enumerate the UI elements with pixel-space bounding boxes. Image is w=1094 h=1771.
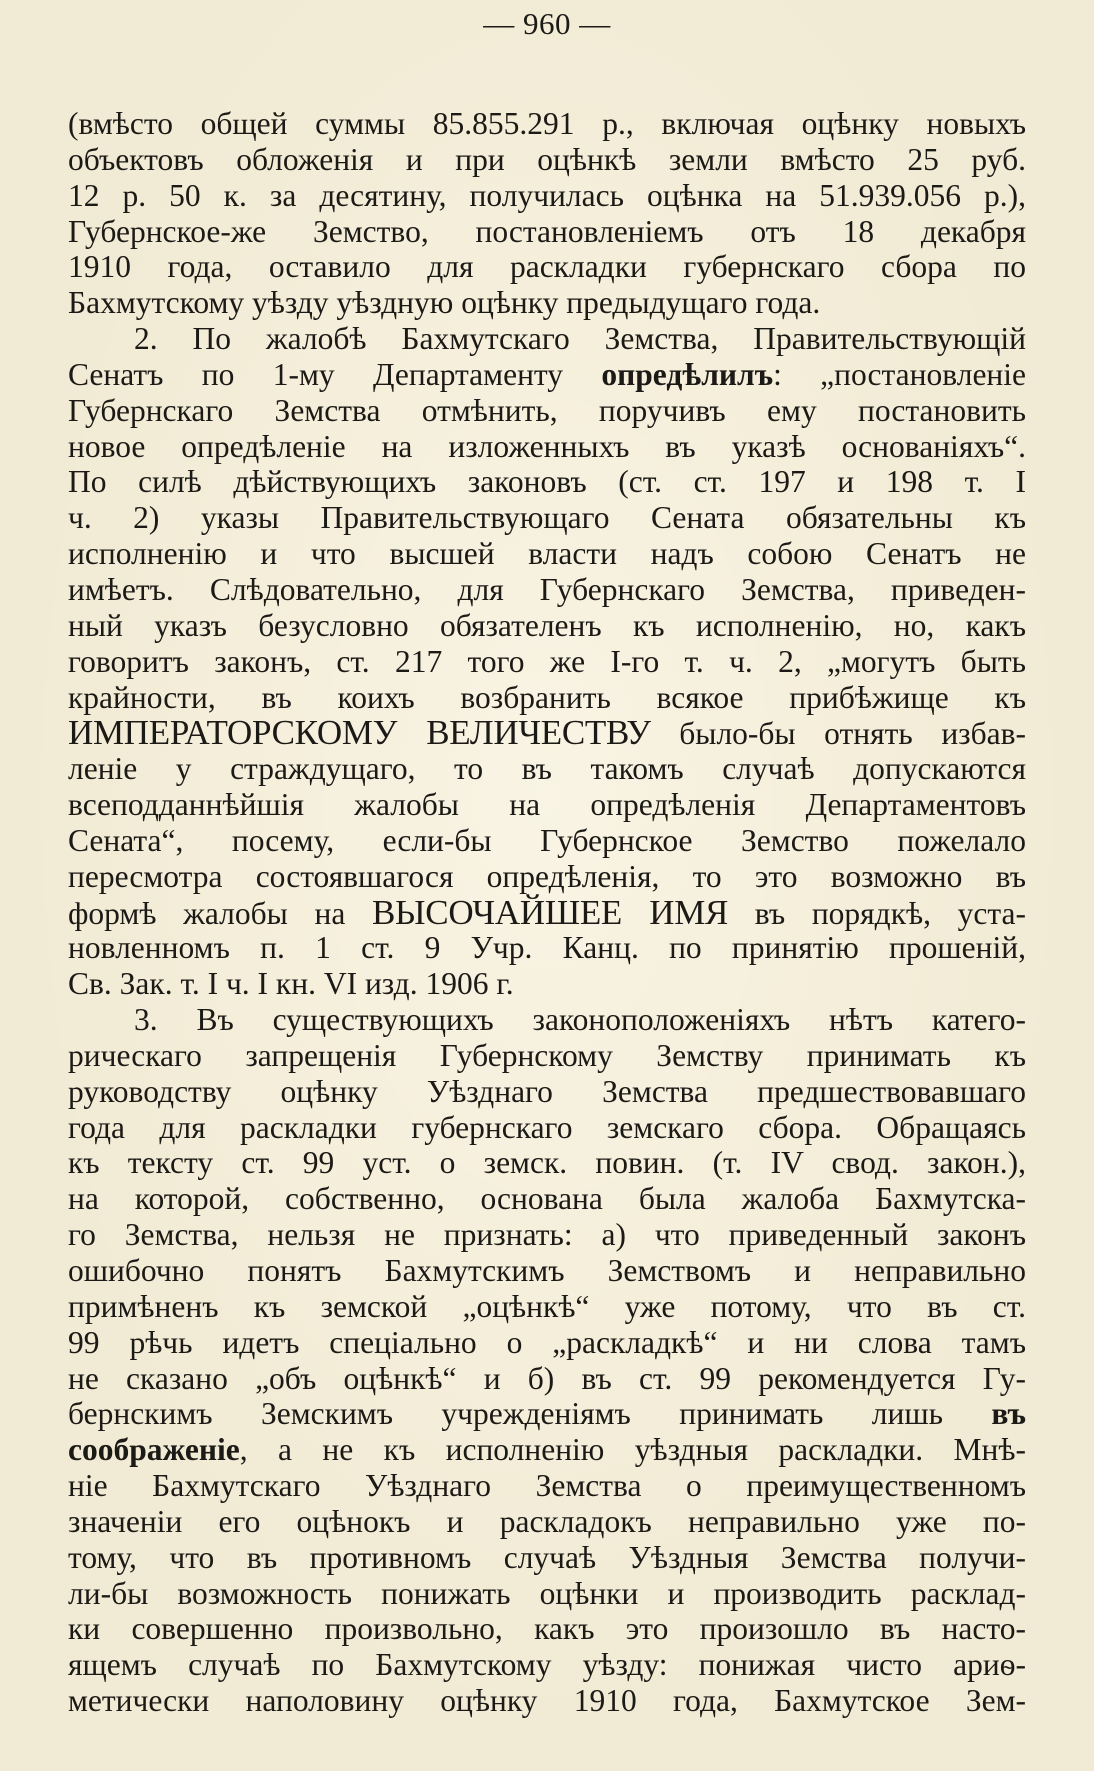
- bold-text: опредѣлилъ: [601, 356, 774, 392]
- text-line: Губернское-же Земство, постановленіемъ отъ 18 декабря: [68, 213, 1026, 249]
- page-number: — 960 —: [483, 6, 611, 41]
- text-line: исполненію и что высшей власти надъ собою Сенатъ не: [68, 536, 1026, 572]
- text-line: [68, 892, 1026, 932]
- body-text: [68, 106, 1026, 1719]
- text-segment: формѣ жалобы на: [68, 895, 373, 931]
- text-line: ный указъ безусловно обязателенъ къ исполненію, но, какъ: [68, 607, 1026, 643]
- text-line: По силѣ дѣйствующихъ законовъ (ст. ст. 197 и 198 т. I: [68, 464, 1026, 500]
- text-line: новленномъ п. 1 ст. 9 Учр. Канц. по принятію прошеній,: [68, 930, 1026, 966]
- text-line: [68, 715, 1026, 751]
- text-line: рическаго запрещенія Губернскому Земству принимать къ: [68, 1037, 1026, 1073]
- text-segment: въ порядкѣ, уста-: [728, 895, 1026, 931]
- text-line: [68, 357, 1026, 393]
- text-line: крайности, въ коихъ возбранить всякое прибѣжище къ: [68, 679, 1026, 715]
- text-line: ч. 2) указы Правительствующаго Сената обязательны къ: [68, 500, 1026, 536]
- text-line: руководству оцѣнку Уѣзднаго Земства предшествовавшаго: [68, 1073, 1026, 1109]
- text-line: [68, 1396, 1026, 1432]
- text-line: имѣетъ. Слѣдовательно, для Губернскаго Земства, приведен-: [68, 571, 1026, 607]
- text-line: значеніи его оцѣнокъ и раскладокъ неправильно уже по-: [68, 1503, 1026, 1539]
- text-line: ли-бы возможность понижать оцѣнки и производить расклад-: [68, 1575, 1026, 1611]
- text-line: Бахмутскому уѣзду уѣздную оцѣнку предыдущаго года.: [68, 285, 821, 321]
- text-line: говоритъ законъ, ст. 217 того же I-го т. ч. 2, „могутъ быть: [68, 643, 1026, 679]
- text-line: го Земства, нельзя не признать: а) что приведенный законъ: [68, 1217, 1026, 1253]
- bold-text: въ: [991, 1396, 1026, 1432]
- text-line: ошибочно понятъ Бахмутскимъ Земствомъ и неправильно: [68, 1253, 1026, 1288]
- text-line: не сказано „объ оцѣнкѣ“ и б) въ ст. 99 рекомендуется Гу-: [68, 1360, 1026, 1396]
- text-line: метически наполовину оцѣнку 1910 года, Бахмутское Зем-: [68, 1683, 1026, 1719]
- text-segment: , а не къ исполненію уѣздныя раскладки. Мнѣ-: [239, 1432, 1026, 1468]
- text-line: на которой, собственно, основана была жалоба Бахмутска-: [68, 1181, 1026, 1217]
- text-line: ящемъ случаѣ по Бахмутскому уѣзду: понижая чисто ариѳ-: [68, 1647, 1026, 1683]
- emphasized-title-text: ИМПЕРАТОРСКОМУ ВЕЛИЧЕСТВУ: [68, 713, 651, 753]
- text-line: Сената“, посему, если-бы Губернское Земство пожелало: [68, 822, 1026, 858]
- text-line: пересмотра состоявшагося опредѣленія, то это возможно въ: [68, 858, 1026, 894]
- emphasized-title-text: ВЫСОЧАЙШЕЕ ИМЯ: [372, 892, 729, 932]
- text-line: леніе у страждущаго, то въ такомъ случаѣ допускаются: [68, 751, 1026, 787]
- text-line: 2. По жалобѣ Бахмутскаго Земства, Правительствующій: [134, 321, 1026, 357]
- text-line: 1910 года, оставило для раскладки губернскаго сбора по: [68, 249, 1026, 285]
- text-line: объектовъ обложенія и при оцѣнкѣ земли вмѣсто 25 руб.: [68, 141, 1026, 177]
- text-line: 12 р. 50 к. за десятину, получилась оцѣнка на 51.939.056 р.),: [68, 177, 1026, 213]
- text-line: новое опредѣленіе на изложенныхъ въ указѣ основаніяхъ“.: [68, 428, 1026, 464]
- text-line: всеподданнѣйшія жалобы на опредѣленія Департаментовъ: [68, 787, 1026, 823]
- bold-text: соображеніе: [68, 1432, 240, 1468]
- text-line: Св. Зак. т. I ч. I кн. VI изд. 1906 г.: [68, 966, 514, 1002]
- text-segment: : „постановленіе: [773, 356, 1027, 392]
- text-line: [68, 1432, 1026, 1468]
- text-line: 3. Въ существующихъ законоположеніяхъ нѣтъ катего-: [134, 1002, 1026, 1038]
- text-segment: бернскимъ Земскимъ учрежденіямъ принимать лишь: [68, 1396, 992, 1432]
- text-line: тому, что въ противномъ случаѣ Уѣздныя Земства получи-: [68, 1539, 1026, 1575]
- text-segment: было-бы отнять избав-: [650, 716, 1026, 752]
- text-line: 99 рѣчь идетъ спеціально о „раскладкѣ“ и ни слова тамъ: [68, 1324, 1026, 1360]
- text-line: примѣненъ къ земской „оцѣнкѣ“ уже потому, что въ ст.: [68, 1288, 1026, 1324]
- text-line: ки совершенно произвольно, какъ это произошло въ насто-: [68, 1611, 1026, 1647]
- text-line: Губернскаго Земства отмѣнить, поручивъ ему постановить: [68, 392, 1026, 428]
- text-line: къ тексту ст. 99 уст. о земск. повин. (т. IV свод. закон.),: [68, 1145, 1026, 1181]
- text-line: (вмѣсто общей суммы 85.855.291 р., включая оцѣнку новыхъ: [68, 106, 1026, 141]
- text-segment: Сенатъ по 1-му Департаменту: [68, 356, 602, 392]
- text-line: года для раскладки губернскаго земскаго сбора. Обращаясь: [68, 1109, 1026, 1145]
- text-line: ніе Бахмутскаго Уѣзднаго Земства о преимущественномъ: [68, 1468, 1026, 1504]
